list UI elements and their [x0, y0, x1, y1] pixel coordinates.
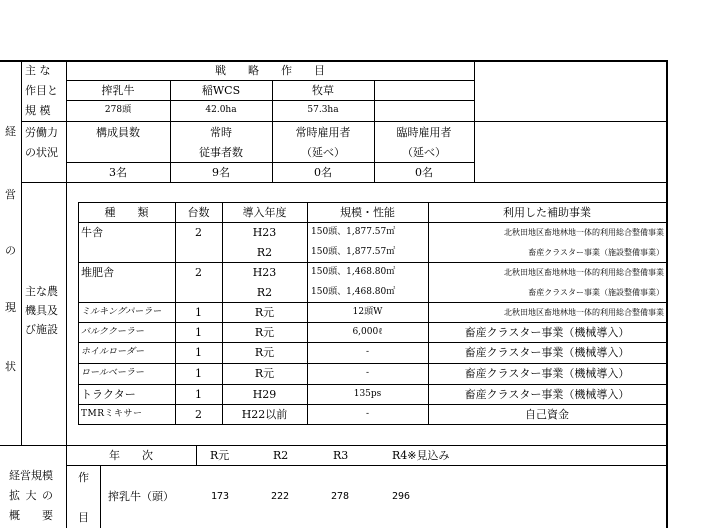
- labor-header: 従事者数: [199, 146, 243, 159]
- equipment-subsidy: 北秋田地区畜地林地一体的利用総合整備事業: [504, 268, 664, 277]
- crop-name: 搾乳牛: [101, 84, 135, 97]
- equipment-spec: 135ps: [353, 389, 382, 399]
- equipment-subsidy: 畜産クラスター事業（機械導入）: [464, 346, 630, 359]
- equipment-name: ホイルローダー: [81, 347, 145, 357]
- equipment-spec: 150頭、1,877.57㎡: [311, 247, 396, 257]
- year-label: R2: [273, 449, 289, 462]
- labor-row-label: 労働力: [25, 126, 58, 139]
- labor-header: （延べ）: [301, 146, 345, 159]
- equipment-name: ミルキングパーラー: [81, 307, 162, 317]
- equipment-subsidy: 畜産クラスター事業（施設整備事業）: [528, 248, 664, 257]
- year-header: 年 次: [109, 449, 153, 462]
- crop-value: 278頭: [104, 105, 132, 115]
- year-label: R元: [210, 449, 230, 462]
- equipment-year: R2: [256, 286, 273, 299]
- equipment-subsidy: 畜産クラスター事業（機械導入）: [464, 326, 630, 339]
- equipment-row-label: 機具及: [25, 304, 58, 317]
- side-label-char: 営: [5, 188, 16, 201]
- equipment-count: 1: [195, 326, 202, 339]
- crops-row-label: 主 な: [25, 64, 51, 77]
- equipment-spec: -: [365, 347, 370, 357]
- expansion-value: 296: [392, 491, 411, 502]
- expansion-label: 経営規模: [9, 469, 53, 482]
- labor-header: 常時雇用者: [295, 126, 351, 139]
- equipment-subsidy: 北秋田地区畜地林地一体的利用総合整備事業: [504, 308, 664, 317]
- equipment-name: TMRミキサー: [81, 409, 143, 419]
- equipment-count: 1: [195, 367, 202, 380]
- labor-header: 臨時雇用者: [396, 126, 452, 139]
- crops-row-label: 作目と: [25, 84, 58, 97]
- equipment-year: R元: [254, 346, 275, 359]
- equipment-year: R元: [254, 367, 275, 380]
- crop-value: 42.0ha: [205, 105, 237, 115]
- equipment-subsidy: 畜産クラスター事業（施設整備事業）: [528, 288, 664, 297]
- labor-row-label: の状況: [25, 146, 58, 159]
- equipment-year: H29: [252, 388, 277, 401]
- side-label-char: 現: [5, 301, 16, 314]
- equipment-spec: -: [365, 409, 370, 419]
- equipment-spec: -: [365, 368, 370, 378]
- equipment-subsidy: 自己資金: [525, 408, 569, 421]
- labor-header: （延べ）: [402, 146, 446, 159]
- equipment-year: R元: [254, 326, 275, 339]
- expansion-item: 搾乳牛（頭）: [108, 490, 174, 503]
- equipment-header: 台数: [187, 206, 210, 219]
- equipment-subsidy: 畜産クラスター事業（機械導入）: [464, 388, 630, 401]
- equipment-name: 牛舎: [81, 226, 103, 239]
- equipment-spec: 150頭、1,468.80㎡: [311, 267, 396, 277]
- equipment-header: 種 類: [104, 206, 149, 219]
- expansion-value: 173: [211, 491, 230, 502]
- equipment-spec: 6,000ℓ: [352, 327, 383, 337]
- expansion-sub-label: 作: [78, 471, 89, 484]
- crop-name: 牧草: [312, 84, 334, 97]
- expansion-label: 概 要: [9, 509, 53, 522]
- labor-value: 0名: [314, 166, 332, 179]
- crop-value: 57.3ha: [307, 105, 339, 115]
- equipment-year: H22以前: [241, 408, 288, 421]
- equipment-count: 2: [195, 226, 202, 239]
- equipment-header: 導入年度: [242, 206, 287, 219]
- labor-value: 9名: [212, 166, 230, 179]
- equipment-count: 2: [195, 266, 202, 279]
- equipment-row-label: び施設: [25, 323, 58, 336]
- equipment-row-label: 主な農: [25, 285, 58, 298]
- side-label-char: 状: [5, 360, 16, 373]
- labor-value: 3名: [109, 166, 127, 179]
- equipment-spec: 12頭W: [352, 307, 383, 317]
- equipment-year: R元: [254, 306, 275, 319]
- equipment-header: 利用した補助事業: [503, 206, 591, 219]
- equipment-year: R2: [256, 246, 273, 259]
- equipment-name: ロールベーラー: [81, 368, 144, 378]
- crops-row-label: 規 模: [25, 104, 51, 117]
- equipment-count: 1: [195, 388, 202, 401]
- equipment-name: 堆肥舎: [81, 266, 114, 279]
- side-label-char: 経: [5, 125, 16, 138]
- equipment-spec: 150頭、1,468.80㎡: [311, 287, 396, 297]
- equipment-count: 1: [195, 306, 202, 319]
- labor-header: 構成員数: [96, 126, 140, 139]
- crop-name: 稲WCS: [201, 84, 241, 97]
- equipment-year: H23: [252, 266, 277, 279]
- equipment-count: 1: [195, 346, 202, 359]
- labor-header: 常時: [210, 126, 232, 139]
- expansion-label: 拡 大 の: [9, 489, 54, 502]
- equipment-name: トラクター: [81, 388, 136, 401]
- equipment-spec: 150頭、1,877.57㎡: [311, 227, 396, 237]
- equipment-subsidy: 北秋田地区畜地林地一体的利用総合整備事業: [504, 228, 664, 237]
- equipment-year: H23: [252, 226, 277, 239]
- labor-value: 0名: [415, 166, 433, 179]
- year-label: R3: [333, 449, 349, 462]
- expansion-sub-label: 目: [78, 511, 89, 524]
- side-label-char: の: [5, 244, 16, 257]
- equipment-name: バルククーラー: [81, 327, 144, 337]
- year-label: R4※見込み: [392, 449, 450, 462]
- strategy-header: 戦 略 作 目: [215, 64, 325, 77]
- expansion-value: 222: [271, 491, 290, 502]
- equipment-subsidy: 畜産クラスター事業（機械導入）: [464, 367, 630, 380]
- equipment-header: 規模・性能: [340, 206, 395, 219]
- expansion-value: 278: [331, 491, 350, 502]
- equipment-count: 2: [195, 408, 202, 421]
